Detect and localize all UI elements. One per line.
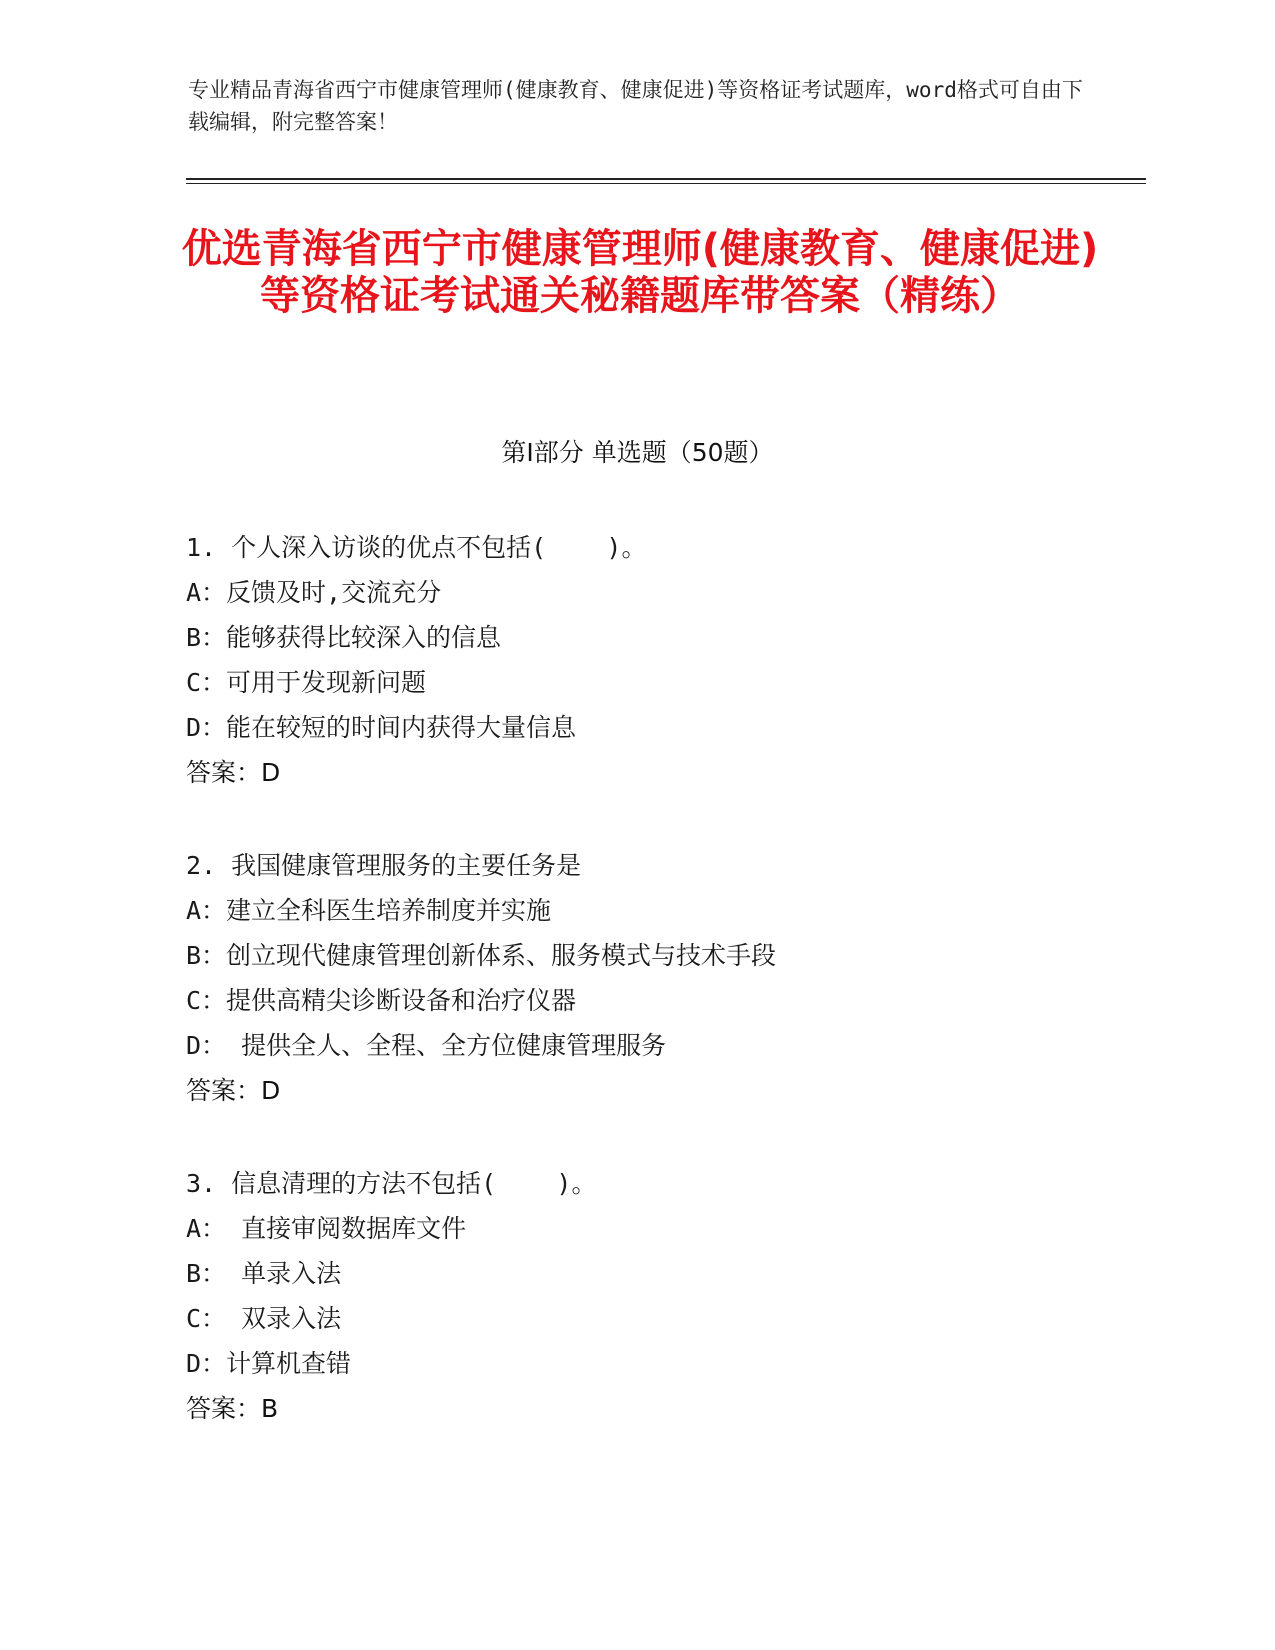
header-divider-thick xyxy=(186,178,1146,180)
option-b: B：创立现代健康管理创新体系、服务模式与技术手段 xyxy=(186,941,777,970)
question-item xyxy=(186,1161,1126,1431)
option-b: B： 单录入法 xyxy=(186,1259,342,1288)
question-stem: 2. 我国健康管理服务的主要任务是 xyxy=(186,851,582,880)
option-a: A：建立全科医生培养制度并实施 xyxy=(186,896,552,925)
option-c: C： 双录入法 xyxy=(186,1304,342,1333)
option-b: B：能够获得比较深入的信息 xyxy=(186,623,502,652)
section-heading: 第Ⅰ部分 单选题（50题） xyxy=(501,438,774,467)
option-a: A：反馈及时,交流充分 xyxy=(186,578,442,607)
option-a: A： 直接审阅数据库文件 xyxy=(186,1214,467,1243)
document-title: 优选青海省西宁市健康管理师(健康教育、健康促进)等资格证考试通关秘籍题库带答案（精练） xyxy=(181,226,1099,319)
question-answer: 答案：D xyxy=(186,1076,281,1105)
question-list xyxy=(186,525,1126,1479)
header-note: 专业精品青海省西宁市健康管理师(健康教育、健康促进)等资格证考试题库，word格式可自由下载编辑，附完整答案！ xyxy=(188,78,1083,134)
option-d: D：计算机查错 xyxy=(186,1349,352,1378)
option-c: C：可用于发现新问题 xyxy=(186,668,427,697)
question-answer: 答案：D xyxy=(186,758,281,787)
question-stem: 1. 个人深入访谈的优点不包括( )。 xyxy=(186,533,647,562)
question-stem: 3. 信息清理的方法不包括( )。 xyxy=(186,1169,597,1198)
header-divider-thin xyxy=(186,183,1146,184)
question-item xyxy=(186,525,1126,795)
question-answer: 答案：B xyxy=(186,1394,279,1423)
option-d: D： 提供全人、全程、全方位健康管理服务 xyxy=(186,1031,667,1060)
question-item xyxy=(186,843,1126,1113)
option-d: D：能在较短的时间内获得大量信息 xyxy=(186,713,577,742)
option-c: C：提供高精尖诊断设备和治疗仪器 xyxy=(186,986,577,1015)
